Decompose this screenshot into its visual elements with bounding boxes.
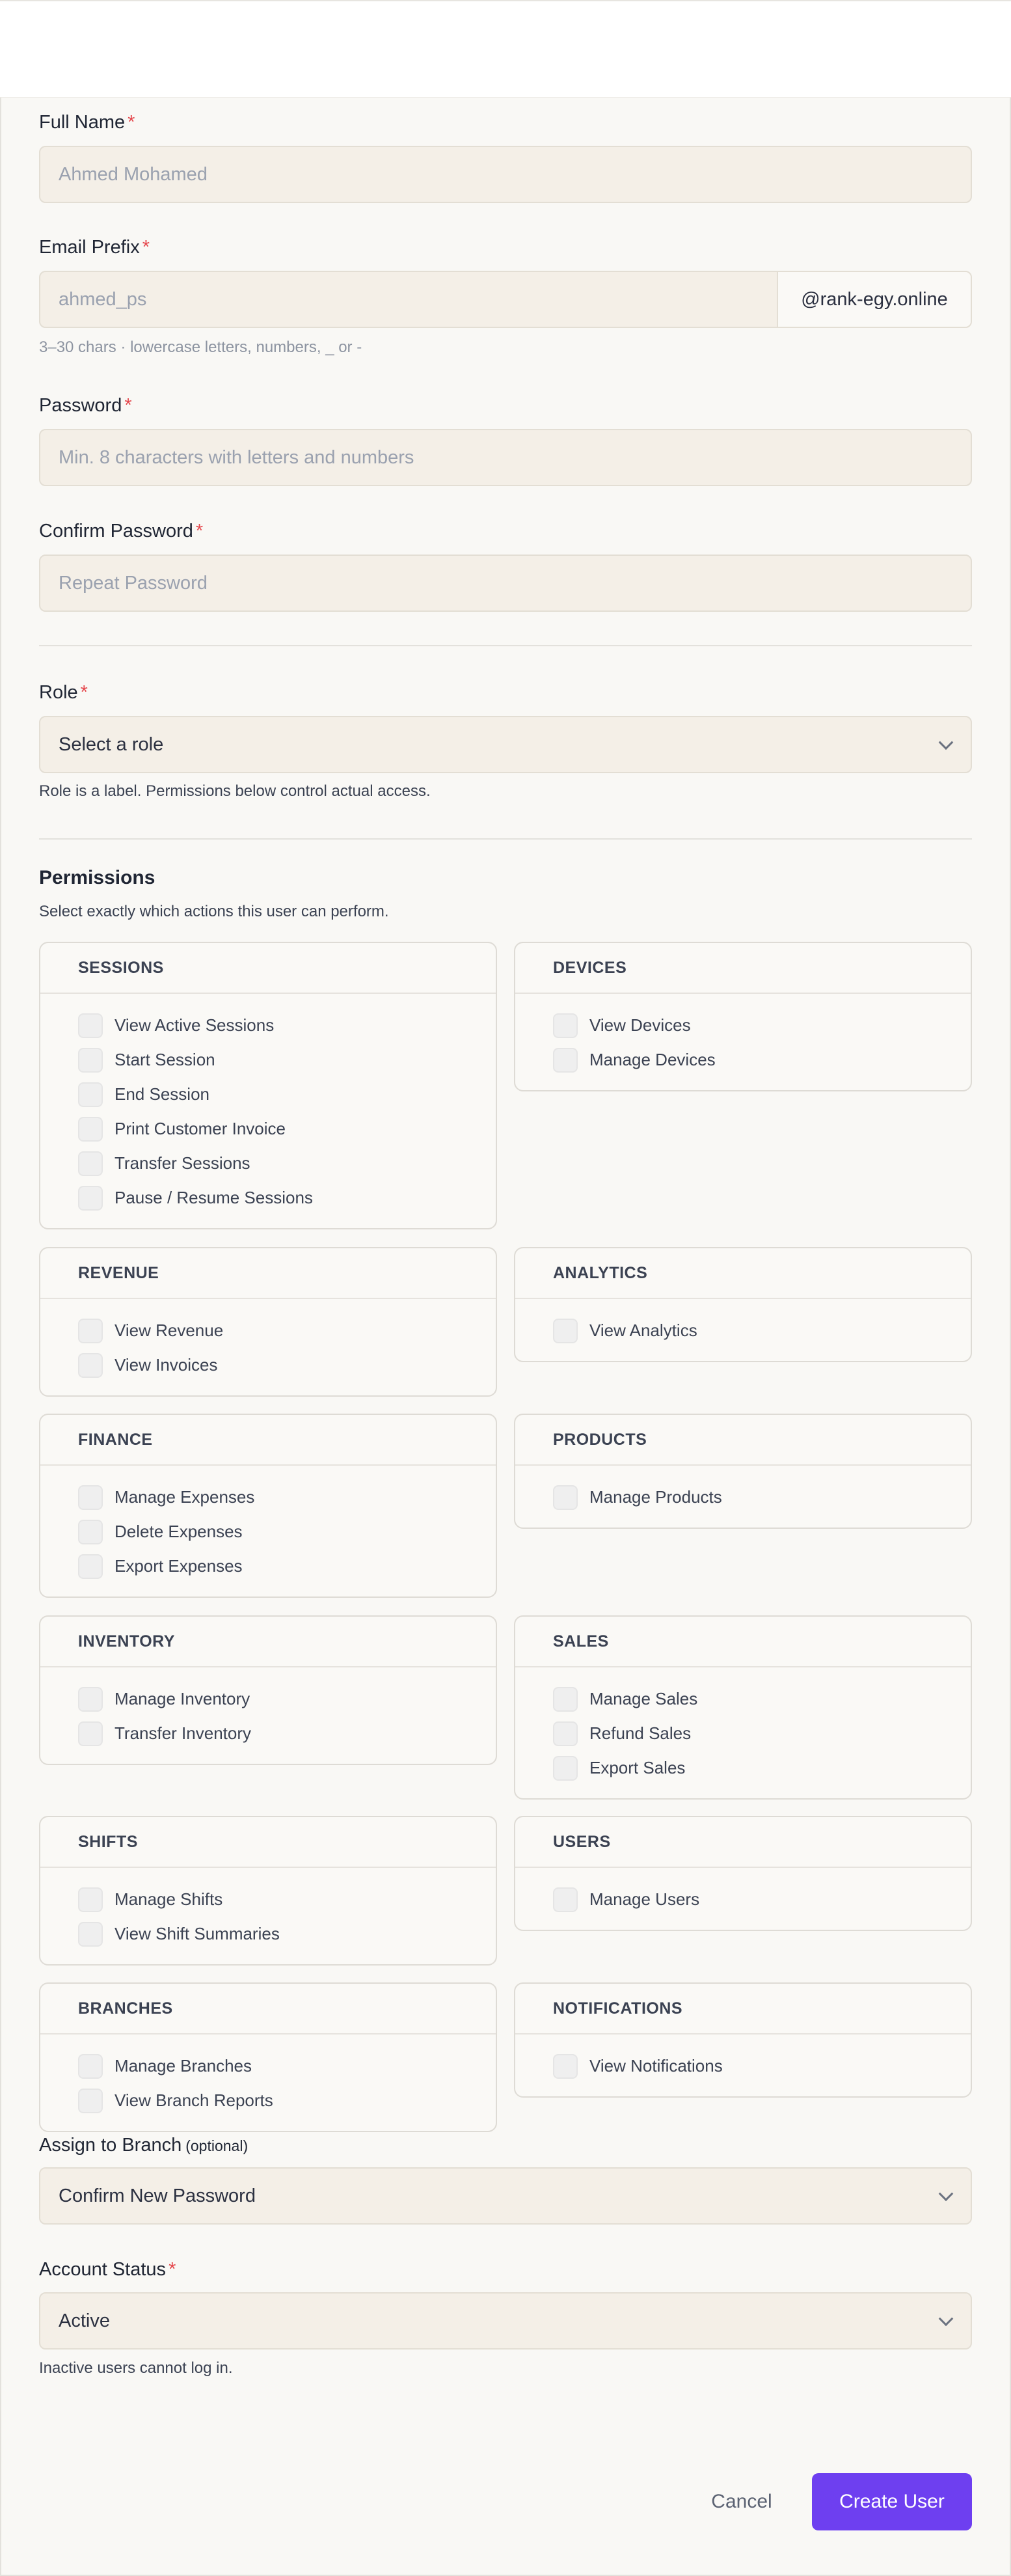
checkbox[interactable] [78, 1485, 103, 1510]
permission-label: View Invoices [115, 1355, 218, 1375]
checkbox[interactable] [553, 1721, 578, 1746]
permission-label: Export Sales [589, 1758, 686, 1777]
password-placeholder: Min. 8 characters with letters and numbers [59, 446, 414, 468]
permission-label: Pause / Resume Sessions [115, 1188, 313, 1207]
permissions-subtitle: Select exactly which actions this user can perform. [39, 903, 389, 920]
checkbox[interactable] [553, 1013, 578, 1038]
section-divider [39, 645, 972, 646]
permission-label: End Session [115, 1084, 209, 1104]
checkbox[interactable] [78, 1520, 103, 1544]
checkbox[interactable] [553, 1485, 578, 1510]
permission-label: Manage Expenses [115, 1487, 255, 1507]
chevron-down-icon [939, 735, 954, 750]
checkbox[interactable] [78, 1013, 103, 1038]
checkbox[interactable] [78, 1721, 103, 1746]
status-help-text: Inactive users cannot log in. [39, 2359, 233, 2377]
permission-item[interactable] [515, 1313, 971, 1348]
permission-item[interactable] [40, 1043, 496, 1077]
permission-item[interactable] [40, 1112, 496, 1146]
optional-marker: (optional) [185, 2137, 249, 2154]
permission-label: Export Expenses [115, 1556, 243, 1576]
checkbox[interactable] [553, 1687, 578, 1712]
permission-item[interactable] [40, 1549, 496, 1583]
permission-item[interactable] [515, 1882, 971, 1917]
branch-label-text: Assign to Branch [39, 2135, 182, 2156]
required-marker: * [142, 237, 150, 258]
permission-label: Delete Expenses [115, 1522, 243, 1541]
permission-group-title: INVENTORY [40, 1617, 496, 1667]
confirm-password-placeholder: Repeat Password [59, 572, 208, 594]
checkbox[interactable] [78, 1922, 103, 1947]
permission-item[interactable] [40, 2049, 496, 2083]
permission-label: Manage Devices [589, 1050, 716, 1069]
checkbox[interactable] [553, 1048, 578, 1073]
permission-label: View Shift Summaries [115, 1924, 280, 1943]
permission-group-finance [39, 1414, 497, 1598]
permission-label: View Devices [589, 1015, 691, 1035]
permission-item[interactable] [40, 1181, 496, 1215]
permission-group-title: USERS [515, 1817, 971, 1868]
permission-item[interactable] [40, 1682, 496, 1716]
checkbox[interactable] [78, 1082, 103, 1107]
permission-label: Manage Sales [589, 1689, 698, 1708]
role-help-text: Role is a label. Permissions below control actual access. [39, 782, 431, 800]
status-select[interactable] [39, 2292, 972, 2350]
permission-label: Manage Products [589, 1487, 722, 1507]
status-select-value: Active [59, 2310, 110, 2331]
checkbox[interactable] [78, 1151, 103, 1176]
permission-group-title: SALES [515, 1617, 971, 1667]
permission-label: Manage Inventory [115, 1689, 250, 1708]
checkbox[interactable] [78, 1319, 103, 1343]
permission-group-sales [514, 1615, 972, 1800]
permission-label: View Notifications [589, 2056, 723, 2076]
permission-group-title: BRANCHES [40, 1984, 496, 2035]
permission-group-title: DEVICES [515, 943, 971, 994]
permission-item[interactable] [515, 1716, 971, 1751]
required-marker: * [195, 521, 204, 541]
permission-item[interactable] [515, 2049, 971, 2083]
permission-item[interactable] [515, 1480, 971, 1514]
permission-item[interactable] [40, 1514, 496, 1549]
permission-group-title: REVENUE [40, 1248, 496, 1299]
password-label [39, 395, 132, 417]
chevron-down-icon [939, 2311, 954, 2326]
permission-label: View Analytics [589, 1321, 697, 1340]
required-marker: * [128, 112, 135, 133]
permission-group-sessions [39, 942, 497, 1229]
email-prefix-label-text: Email Prefix [39, 237, 140, 258]
permission-label: Manage Users [589, 1889, 700, 1909]
branch-label [39, 2135, 248, 2156]
required-marker: * [80, 682, 88, 703]
checkbox[interactable] [78, 1687, 103, 1712]
permission-group-title: PRODUCTS [515, 1415, 971, 1466]
permission-item[interactable] [40, 1348, 496, 1382]
top-bar [0, 0, 1011, 98]
confirm-password-label-text: Confirm Password [39, 521, 193, 541]
checkbox[interactable] [553, 1756, 578, 1781]
permission-group-branches [39, 1982, 497, 2132]
permission-group-shifts [39, 1816, 497, 1966]
permissions-title: Permissions [39, 867, 155, 888]
checkbox[interactable] [78, 1048, 103, 1073]
section-divider [39, 838, 972, 840]
permission-item[interactable] [40, 1917, 496, 1951]
permission-label: View Branch Reports [115, 2090, 273, 2110]
permission-label: Manage Shifts [115, 1889, 223, 1909]
full-name-label-text: Full Name [39, 112, 126, 133]
permission-label: View Revenue [115, 1321, 224, 1340]
permission-group-users [514, 1816, 972, 1931]
permission-item[interactable] [40, 1716, 496, 1751]
checkbox[interactable] [78, 1353, 103, 1378]
checkbox[interactable] [553, 1319, 578, 1343]
permission-group-title: NOTIFICATIONS [515, 1984, 971, 2035]
status-label-text: Account Status [39, 2259, 167, 2280]
permission-label: Transfer Sessions [115, 1153, 250, 1173]
email-prefix-input[interactable] [39, 271, 972, 328]
permission-group-title: FINANCE [40, 1415, 496, 1466]
password-label-text: Password [39, 395, 122, 416]
permission-item[interactable] [40, 1008, 496, 1043]
checkbox[interactable] [78, 1887, 103, 1912]
checkbox[interactable] [553, 1887, 578, 1912]
permission-group-title: ANALYTICS [515, 1248, 971, 1299]
email-domain-suffix: @rank-egy.online [777, 272, 971, 327]
status-label [39, 2259, 176, 2281]
permission-label: Refund Sales [589, 1723, 692, 1743]
permission-group-title: SHIFTS [40, 1817, 496, 1868]
permission-group-devices [514, 942, 972, 1091]
permission-label: Print Customer Invoice [115, 1119, 286, 1138]
checkbox[interactable] [78, 2089, 103, 2113]
branch-select-value: Confirm New Password [59, 2185, 256, 2206]
role-select-value: Select a role [59, 733, 164, 755]
role-label [39, 682, 88, 704]
permission-item[interactable] [515, 1682, 971, 1716]
checkbox[interactable] [553, 2054, 578, 2079]
permission-item[interactable] [515, 1751, 971, 1785]
branch-select[interactable] [39, 2167, 972, 2225]
permission-item[interactable] [40, 1313, 496, 1348]
chevron-down-icon [939, 2186, 954, 2201]
permission-group-title: SESSIONS [40, 943, 496, 994]
permission-item[interactable] [40, 1077, 496, 1112]
checkbox[interactable] [78, 1554, 103, 1579]
permission-item[interactable] [40, 1480, 496, 1514]
permission-group-revenue [39, 1247, 497, 1397]
permission-item[interactable] [40, 2083, 496, 2118]
permission-label: Manage Branches [115, 2056, 252, 2076]
checkbox[interactable] [78, 2054, 103, 2079]
permission-group-inventory [39, 1615, 497, 1765]
permission-label: Transfer Inventory [115, 1723, 252, 1743]
permission-item[interactable] [40, 1146, 496, 1181]
role-select[interactable] [39, 716, 972, 773]
confirm-password-label [39, 521, 203, 542]
permission-item[interactable] [515, 1043, 971, 1077]
cancel-button[interactable]: Cancel [711, 2491, 772, 2512]
role-label-text: Role [39, 682, 78, 703]
permission-group-analytics [514, 1247, 972, 1362]
email-prefix-hint: 3–30 chars · lowercase letters, numbers, _ or - [39, 338, 362, 356]
email-prefix-label [39, 237, 150, 258]
full-name-label [39, 112, 135, 133]
permission-item[interactable] [40, 1882, 496, 1917]
full-name-placeholder: Ahmed Mohamed [59, 163, 208, 185]
permission-label: Start Session [115, 1050, 215, 1069]
required-marker: * [124, 395, 132, 416]
permission-group-notifications [514, 1982, 972, 2098]
confirm-password-input[interactable] [39, 555, 972, 612]
full-name-input[interactable] [39, 146, 972, 203]
permission-group-products [514, 1414, 972, 1529]
permission-item[interactable] [515, 1008, 971, 1043]
required-marker: * [168, 2259, 176, 2280]
email-prefix-placeholder: ahmed_ps [59, 288, 147, 310]
create-user-button[interactable]: Create User [812, 2473, 972, 2530]
checkbox[interactable] [78, 1117, 103, 1142]
permission-label: View Active Sessions [115, 1015, 275, 1035]
password-input[interactable] [39, 429, 972, 486]
checkbox[interactable] [78, 1186, 103, 1211]
